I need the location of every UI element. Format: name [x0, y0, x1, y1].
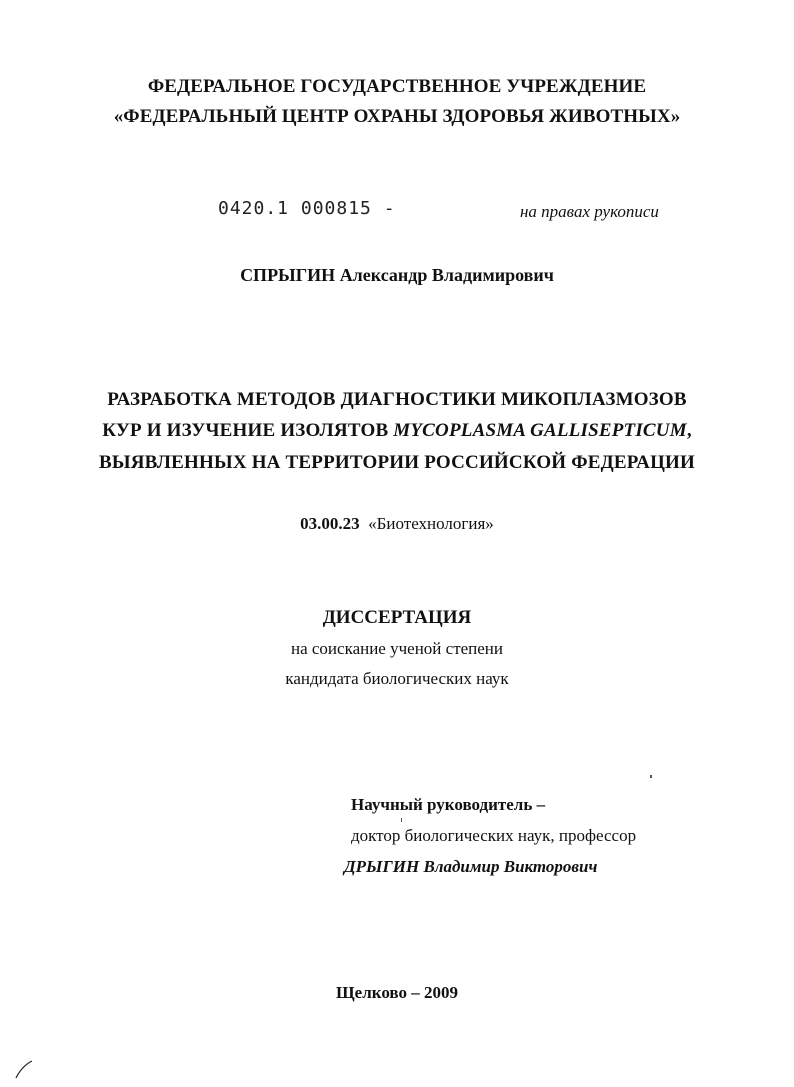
scan-speck	[401, 818, 402, 822]
title-line-2-prefix: КУР И ИЗУЧЕНИЕ ИЗОЛЯТОВ	[102, 420, 389, 441]
pen-mark-icon	[14, 1058, 34, 1080]
supervisor-name: ДРЫГИН Владимир Викторович	[344, 857, 598, 876]
author-given-names: Александр Владимирович	[339, 265, 554, 285]
manuscript-note: на правах рукописи	[520, 202, 659, 221]
dissertation-degree-line-2: кандидата биологических наук	[285, 669, 509, 688]
title-line-1: РАЗРАБОТКА МЕТОДОВ ДИАГНОСТИКИ МИКОПЛАЗМОЗОВ	[107, 389, 687, 410]
specialty	[0, 514, 794, 534]
scan-speck	[650, 775, 652, 778]
city-year: Щелково – 2009	[336, 983, 458, 1002]
registration-number	[218, 198, 396, 219]
title-line-2	[0, 420, 794, 442]
registration-number-part-1: 0420.1	[218, 198, 290, 219]
supervisor-label: Научный руководитель –	[351, 795, 546, 814]
title-line-2-suffix: ,	[686, 420, 692, 441]
specialty-name: «Биотехнология»	[368, 514, 494, 533]
supervisor-degree: доктор биологических наук, профессор	[351, 826, 637, 845]
registration-number-part-2: 000815 -	[300, 198, 396, 219]
author-surname: СПРЫГИН	[240, 265, 336, 285]
institution-line-2: «ФЕДЕРАЛЬНЫЙ ЦЕНТР ОХРАНЫ ЗДОРОВЬЯ ЖИВОТНЫХ»	[113, 106, 681, 127]
title-species-name: MYCOPLASMA GALLISEPTICUM	[393, 420, 687, 441]
author-name	[0, 265, 794, 286]
title-line-3: ВЫЯВЛЕННЫХ НА ТЕРРИТОРИИ РОССИЙСКОЙ ФЕДЕРАЦИИ	[98, 452, 696, 473]
specialty-code: 03.00.23	[300, 514, 360, 533]
institution-line-1: ФЕДЕРАЛЬНОЕ ГОСУДАРСТВЕННОЕ УЧРЕЖДЕНИЕ	[147, 76, 647, 97]
dissertation-heading: ДИССЕРТАЦИЯ	[322, 607, 472, 628]
dissertation-degree-line-1: на соискание ученой степени	[290, 639, 504, 658]
